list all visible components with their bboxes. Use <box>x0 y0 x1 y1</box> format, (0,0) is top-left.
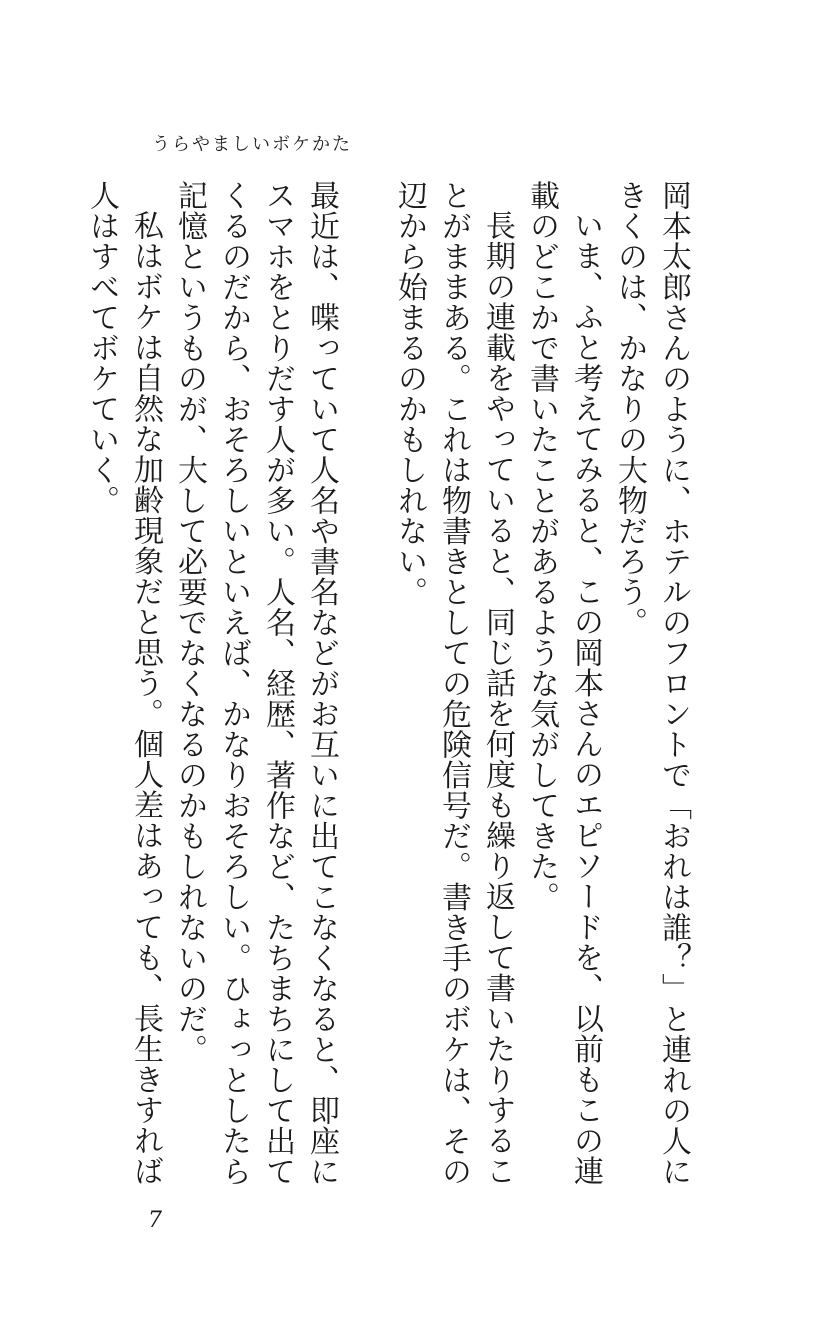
running-head: うらやましいボケかた <box>152 134 352 155</box>
page-number: 7 <box>148 1208 162 1233</box>
paragraph: いま、ふと考えてみると、この岡本さんのエピソードを、以前もこの連載のどこかで書いたことがあるような気がしてきた。 <box>524 180 603 1186</box>
paragraph: 私はボケは自然な加齢現象だと思う。個人差はあっても、長生きすれば人はすべてボケていく。 <box>84 180 163 1186</box>
paragraph: 岡本太郎さんのように、ホテルのフロントで「おれは誰？」と連れの人にきくのは、かなりの大物だろう。 <box>612 180 691 1187</box>
paragraph: 最近は、喋っていて人名や書名などがお互いに出てこなくなると、即座にスマホをとりだす人が多い。人名、経歴、著作など、たちまちにして出てくるのだから、おそろしいといえば、かなりおそろしい。ひょっとしたら記憶というものが、大して必要でなくなるのかもしれないのだ。 <box>172 180 339 1187</box>
body-text <box>84 180 695 1210</box>
blank-line <box>343 180 387 1210</box>
paragraph: 長期の連載をやっていると、同じ話を何度も繰り返して書いたりすることがままある。これは物書きとしての危険信号だ。書き手のボケは、その辺から始まるのかもしれない。 <box>392 180 515 1187</box>
